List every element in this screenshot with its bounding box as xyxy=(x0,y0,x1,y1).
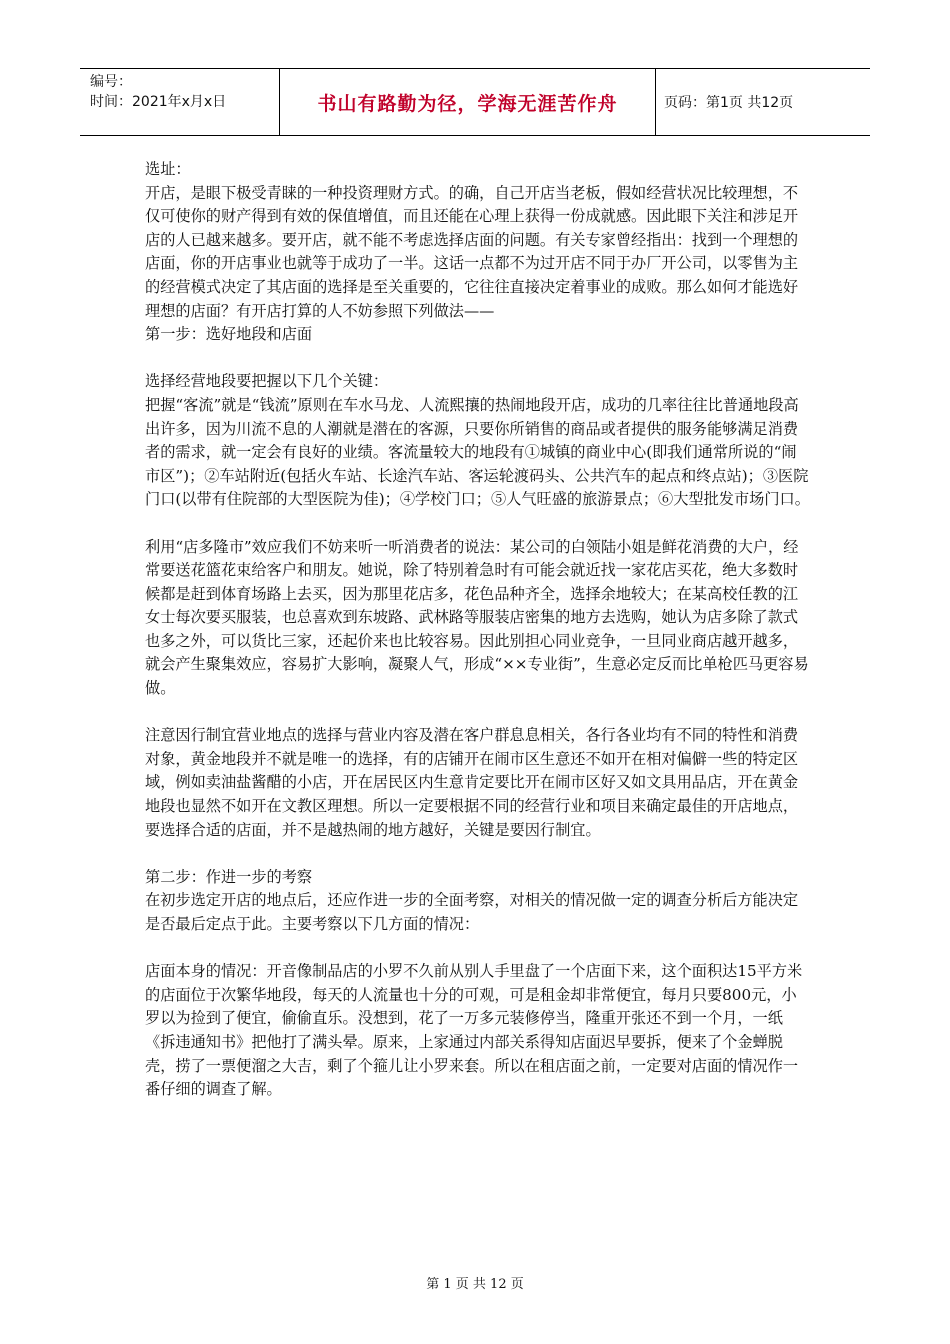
paragraph: 店面本身的情况：开音像制品店的小罗不久前从别人手里盘了一个店面下来，这个面积达15平方米的店面位于次繁华地段，每天的人流量也十分的可观，可是租金却非常便宜，每月只要800元，小罗以为捡到了便宜，偷偷直乐。没想到，花了一万多元装修停当，隆重开张还不到一个月，一纸《拆违通知书》把他打了满头晕。原来，上家通过内部关系得知店面迟早要拆，便来了个金蝉脱壳，捞了一票便溜之大吉，剩了个箍儿让小罗来套。所以在租店面之前，一定要对店面的情况作一番仔细的调查了解。 xyxy=(145,962,803,1099)
paragraph: 利用“店多隆市”效应我们不妨来听一听消费者的说法：某公司的白领陆小姐是鲜花消费的大户，经常要送花篮花束给客户和朋友。她说，除了特别着急时有可能会就近找一家花店买花，绝大多数时候都是赶到体育场路上去买，因为那里花店多，花色品种齐全，选择余地较大；在某高校任教的江女士每次要买服装，也总喜欢到东坡路、武林路等服装店密集的地方去选购，她认为店多除了款式也多之外，可以货比三家，还起价来也比较容易。因此别担心同业竞争，一旦同业商店越开越多，就会产生聚集效应，容易扩大影响，凝聚人气，形成“××专业街”，生意必定反而比单枪匹马更容易做。 xyxy=(145,537,809,698)
paragraph: 开店，是眼下极受青睐的一种投资理财方式。的确，自己开店当老板，假如经营状况比较理想，不仅可使你的财产得到有效的保值增值，而且还能在心理上获得一份成就感。因此眼下关注和涉足开店的人已越来越多。要开店，就不能不考虑选择店面的问题。有关专家曾经指出：找到一个理想的店面，你的开店事业也就等于成功了一半。这话一点都不为过开店不同于办厂开公司，以零售为主的经营模式决定了其店面的选择是至关重要的，它往往直接决定着事业的成败。那么如何才能选好理想的店面？有开店打算的人不妨参照下列做法—— xyxy=(145,183,799,320)
document-number-label: 编号： xyxy=(90,74,132,90)
blank-line xyxy=(145,701,811,725)
page-footer: 第 1 页 共 12 页 xyxy=(426,1277,524,1292)
section-heading: 第二步：作进一步的考察 xyxy=(145,867,313,886)
blank-line xyxy=(145,842,811,866)
section-heading: 第一步：选好地段和店面 xyxy=(145,325,313,344)
paragraph: 把握“客流”就是“钱流”原则在车水马龙、人流熙攘的热闹地段开店，成功的几率往往比普通地段高出许多，因为川流不息的人潮就是潜在的客源，只要你所销售的商品或者提供的服务能够满足消费者的需求，就一定会有良好的业绩。客流量较大的地段有①城镇的商业中心(即我们通常所说的“闹市区”)；②车站附近(包括火车站、长途汽车站、客运轮渡码头、公共汽车的起点和终点站)；③医院门口(以带有住院部的大型医院为佳)；④学校门口；⑤人气旺盛的旅游景点；⑥大型批发市场门口。 xyxy=(145,395,810,509)
blank-line xyxy=(145,937,811,961)
paragraph: 选址： xyxy=(145,160,191,178)
document-body xyxy=(145,158,811,1102)
paragraph: 在初步选定开店的地点后，还应作进一步的全面考察，对相关的情况做一定的调查分析后方能决定是否最后定点于此。主要考察以下几方面的情况： xyxy=(145,891,799,933)
header-page-info: 页码：第1页 共12页 xyxy=(664,95,794,111)
header-motto: 书山有路勤为径，学海无涯苦作舟 xyxy=(280,69,656,135)
blank-line xyxy=(145,512,811,536)
blank-line xyxy=(145,347,811,371)
document-time-label: 时间：2021年x月x日 xyxy=(90,94,227,110)
header-table xyxy=(80,68,870,136)
header-meta-cell xyxy=(80,69,280,135)
paragraph: 选择经营地段要把握以下几个关键： xyxy=(145,372,388,391)
paragraph: 注意因行制宜营业地点的选择与营业内容及潜在客户群息息相关，各行各业均有不同的特性和消费对象，黄金地段并不就是唯一的选择，有的店铺开在闹市区生意还不如开在相对偏僻一些的特定区域，例如卖油盐酱醋的小店，开在居民区内生意肯定要比开在闹市区好又如文具用品店，开在黄金地段也显然不如开在文教区理想。所以一定要根据不同的经营行业和项目来确定最佳的开店地点，要选择合适的店面，并不是越热闹的地方越好，关键是要因行制宜。 xyxy=(145,726,799,839)
